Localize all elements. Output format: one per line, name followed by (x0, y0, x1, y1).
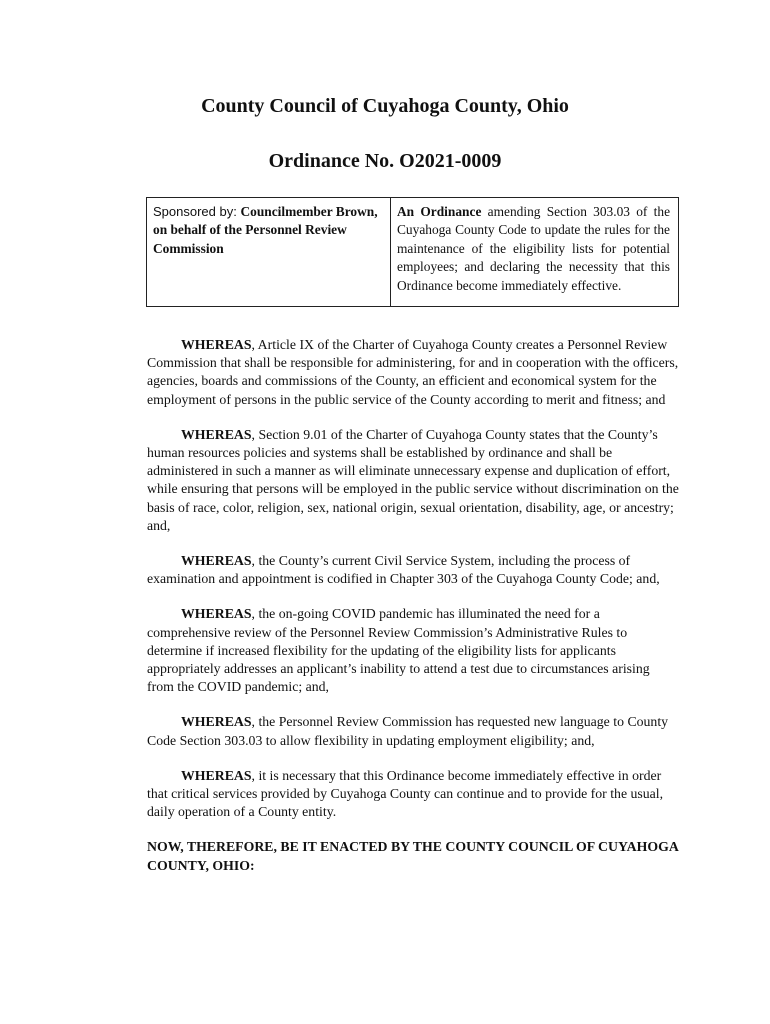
enactment-clause (147, 838, 679, 874)
whereas-label: WHEREAS (181, 714, 252, 730)
whereas-paragraph (147, 713, 679, 749)
ordinance-lead: An Ordinance (397, 204, 482, 219)
sponsor-summary-table (146, 197, 679, 307)
document-title: County Council of Cuyahoga County, Ohio (201, 95, 569, 117)
ordinance-summary-cell (391, 198, 678, 306)
ordinance-summary-text: amending Section 303.03 of the Cuyahoga County Code to update the rules for the maintenance of the eligibility lists for potential employees; and declaring the necessity that this Ordinance become immediately effective. (397, 204, 671, 293)
whereas-label: WHEREAS (181, 337, 252, 352)
ordinance-number: Ordinance No. O2021-0009 (268, 150, 502, 172)
whereas-text: , the on-going COVID pandemic has illuminated the need for a comprehensive review of the Personnel Review Commission’s Administrative Rules to determine if increased flexibility for the updating of the eligibility lists for applicants appropriately addresses an applicant’s inability to attend a test due to circumstances arising from the COVID pandemic; and, (147, 606, 650, 695)
whereas-text: , it is necessary that this Ordinance become immediately effective in order that critical services provided by Cuyahoga County can continue and to provide for the usual, daily operation of a County entity. (147, 767, 664, 820)
ordinance-body (147, 336, 679, 875)
enactment-text: , BE IT ENACTED BY THE COUNTY COUNCIL OF CUYAHOGA COUNTY, OHIO: (147, 839, 679, 873)
enactment-lead: NOW, THEREFORE (147, 839, 274, 855)
sponsored-by-label: Sponsored by: (153, 204, 241, 219)
whereas-paragraph (147, 336, 679, 409)
whereas-text: , Article IX of the Charter of Cuyahoga County creates a Personnel Review Commission that shall be responsible for administering, for and in cooperation with the officers, agencies, boards and commissions of the County, an efficient and economical system for the employment of persons in the public service of the County according to merit and fitness; and (147, 337, 679, 407)
whereas-text: , the County’s current Civil Service System, including the process of examination and appointment is codified in Chapter 303 of the Cuyahoga County Code; and, (147, 553, 660, 587)
whereas-paragraph (147, 605, 679, 696)
whereas-label: WHEREAS (181, 767, 252, 783)
whereas-label: WHEREAS (181, 553, 252, 569)
sponsor-cell (147, 198, 391, 306)
whereas-paragraph (147, 552, 679, 588)
whereas-label: WHEREAS (181, 426, 252, 442)
whereas-paragraph (147, 767, 679, 822)
whereas-text: , the Personnel Review Commission has requested new language to County Code Section 303.03 to allow flexibility in updating employment eligibility; and, (147, 714, 669, 748)
whereas-text: , Section 9.01 of the Charter of Cuyahoga County states that the County’s human resources policies and systems shall be established by ordinance and shall be administered in such a manner as will eliminate unnecessary expense and duplication of effort, while ensuring that persons will be employed in the public service without discrimination on the basis of race, color, religion, sex, national origin, sexual orientation, disability, age, or ancestry; and, (147, 426, 679, 533)
sponsor-name: Councilmember Brown, on behalf of the Personnel Review Commission (153, 204, 378, 256)
whereas-label: WHEREAS (181, 606, 252, 622)
whereas-paragraph (147, 426, 679, 535)
